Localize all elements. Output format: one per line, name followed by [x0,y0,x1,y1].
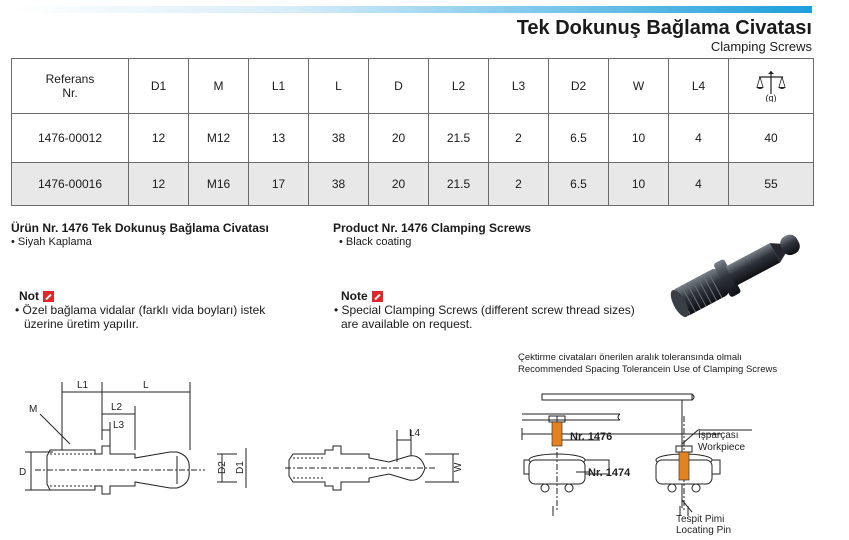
cell-l3: 2 [489,114,549,163]
header-l3: L3 [489,59,549,114]
note-title-en: Note [341,289,368,303]
dim-label-d1: D1 [235,461,246,474]
cell-d1: 12 [129,114,189,163]
cell-ref: 1476-00012 [12,114,129,163]
cell-m: M16 [189,163,249,206]
cell-l4: 4 [669,163,729,206]
cell-w: 10 [609,163,669,206]
header-ref [12,59,129,114]
cell-d: 20 [369,114,429,163]
label-workpiece-tr: İşparçası [698,430,739,441]
cell-m: M12 [189,114,249,163]
product-photo [660,218,820,318]
cell-l: 38 [309,114,369,163]
cell-w: 10 [609,114,669,163]
page-subtitle: Clamping Screws [710,39,812,54]
cell-d1: 12 [129,163,189,206]
cell-l: 38 [309,163,369,206]
note-tr-line1: • Özel bağlama vidalar (farklı vida boyları) istek [15,303,266,317]
product-heading-en: Product Nr. 1476 Clamping Screws [333,221,532,235]
product-bullet-tr: • Siyah Kaplama [11,236,92,248]
dim-label-w: W [453,462,464,472]
header-l4: L4 [669,59,729,114]
header-d2: D2 [549,59,609,114]
cell-weight: 40 [729,114,814,163]
dim-label-m: M [29,404,38,415]
cell-l3: 2 [489,163,549,206]
dim-label-l2: L2 [111,402,123,413]
note-title-tr: Not [19,289,39,303]
product-heading-tr: Ürün Nr. 1476 Tek Dokunuş Bağlama Civatası [11,221,269,235]
scale-icon [754,68,788,102]
note-en-line2: are available on request. [341,317,473,331]
header-ref-line1: Referans [45,72,95,86]
header-l2: L2 [429,59,489,114]
cell-l2: 21.5 [429,114,489,163]
table-row [12,114,814,163]
note-text-tr [15,303,265,331]
note-en-line1: • Special Clamping Screws (different screw thread sizes) [334,303,635,317]
dim-label-l: L [143,380,149,391]
cell-ref: 1476-00016 [12,163,129,206]
header-ref-line2: Nr. [62,86,78,100]
note-text-en [334,303,635,331]
dim-label-l4: L4 [409,428,421,439]
dim-label-l1: L1 [77,380,89,391]
label-pin-en: Locating Pin [676,525,732,536]
table-row [12,163,814,206]
spacing-diagram [512,376,842,536]
label-pin-tr: Tespit Pimi [676,514,725,525]
cell-l2: 21.5 [429,163,489,206]
cell-d: 20 [369,163,429,206]
dimension-drawing-side [5,370,255,510]
label-nr-1474: Nr. 1474 [588,467,631,479]
page-title: Tek Dokunuş Bağlama Civatası [516,17,812,39]
note-pencil-icon [372,291,383,302]
spacing-caption-en: Recommended Spacing Tolerancein Use of Clamping Screws [518,364,778,375]
header-m: M [189,59,249,114]
cell-l1: 17 [249,163,309,206]
product-bullet-en: • Black coating [339,236,412,248]
header-accent-bar [14,6,812,13]
dim-label-d2: D2 [217,461,228,474]
header-l1: L1 [249,59,309,114]
dim-label-d: D [19,467,27,478]
header-d1: D1 [129,59,189,114]
note-pencil-icon [43,291,54,302]
cell-l4: 4 [669,114,729,163]
cell-weight: 55 [729,163,814,206]
note-heading-tr [19,289,54,303]
spacing-caption-tr: Çektirme civataları önerilen aralık toleransında olmalı [518,352,742,363]
cell-d2: 6.5 [549,114,609,163]
cell-d2: 6.5 [549,163,609,206]
table-header-row [12,59,814,114]
label-workpiece-en: Workpiece [698,442,746,453]
note-tr-line2: üzerine üretim yapılır. [24,317,139,331]
dim-label-l3: L3 [113,420,125,431]
note-heading-en [341,289,383,303]
header-weight [729,59,814,114]
dimension-drawing-neck [285,420,475,510]
header-w: W [609,59,669,114]
label-nr-1476: Nr. 1476 [570,431,613,443]
cell-l1: 13 [249,114,309,163]
header-l: L [309,59,369,114]
spec-table [11,58,814,206]
weight-unit: (g) [765,92,777,102]
header-d: D [369,59,429,114]
